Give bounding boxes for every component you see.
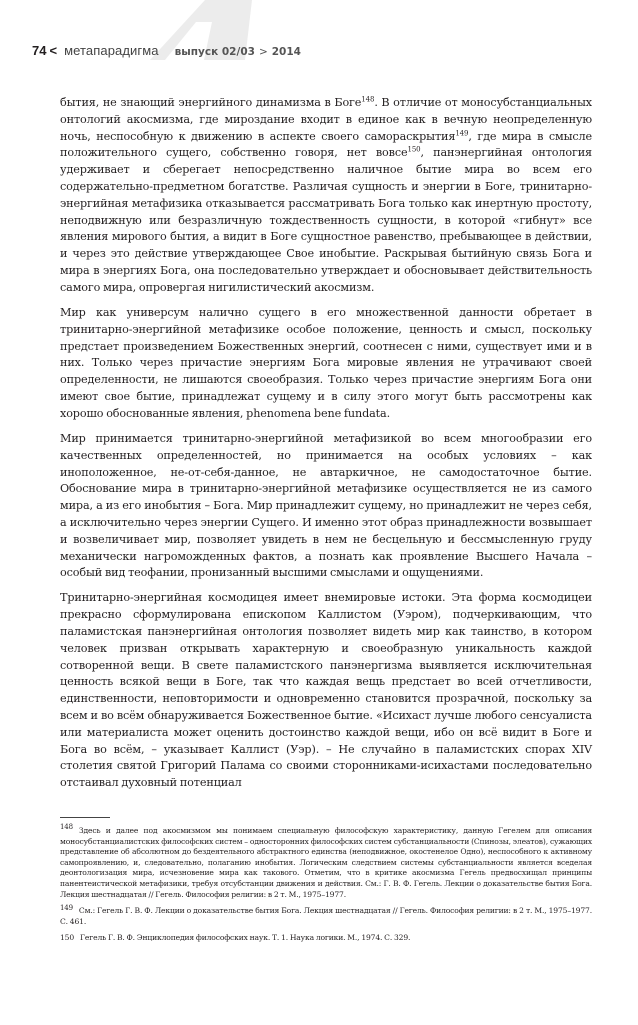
footnote-ref[interactable]: 148 (361, 95, 375, 104)
footnote-ref[interactable]: 149 (455, 128, 469, 137)
footnote-number: 148 (60, 823, 73, 832)
paragraph (60, 590, 592, 792)
issue-label: выпуск 02/03 (174, 46, 255, 58)
magazine-title: метапарадигма (64, 43, 159, 58)
back-arrow-icon: < (49, 43, 58, 58)
paragraph-text: Мир принимается тринитарно-энергийной метафизикой во всем многообразии его качественных определенностей, но принимается на особых условиях – как иноположенное, не-от-себя-данное, не автаркичное, не самодостаточное бытие. Обоснование мира в тринитарно-энергийной метафизике осуществляется не из самого мира, а из его инобытия – Бога. Мир принадлежит сущему, но принадлежит не через себя, а исключительно через энергии Сущего. И именно этот образ принадлежности возвышает и возвеличивает мир, позволяет увидеть в нем не бесцельную и бессмысленную груду механически нагроможденных фактов, а познать как проявление Высшего Начала – особый вид теофании, пронизанный высшими смыслами и ощущениями. (60, 431, 592, 580)
footnote (60, 933, 592, 944)
paragraph-text: . В отличие от моносубстанциальных онтологий акосмизма, где мироздание входит в единое как в вечную неопределенную ночь, неспособную к движению в аспекте своего самораскрытия (60, 96, 592, 143)
footnote-text: Гегель Г. В. Ф. Энциклопедия философских наук. Т. 1. Наука логики. М., 1974. С. 329. (80, 933, 411, 943)
footnote-text: См.: Гегель Г. В. Ф. Лекции о доказательстве бытия Бога. Лекция шестнадцатая // Гегель. Философия религии: в 2 т. М., 1975–1977. С. 461. (60, 906, 592, 926)
page-header (32, 43, 592, 59)
footnote (60, 823, 592, 900)
footnote-divider (60, 817, 110, 818)
footnotes (60, 823, 592, 950)
paragraph-text: бытия, не знающий энергийного динамизма в Боге (60, 96, 362, 109)
page-number: 74 (32, 43, 47, 58)
forward-arrow-icon: > (258, 46, 268, 58)
footnote-number: 149 (60, 903, 73, 912)
paragraph-text: Тринитарно-энергийная космодицея имеет внемировые истоки. Эта форма космодицеи прекрасно сформулирована епископом Каллистом (Уэром), подчеркивающим, что паламистская панэнергийная онтология позволяет видеть мир как таинство, в котором человек призван открывать характерную и своеобразную уникальность каждой сотворенной вещи. В свете паламистского панэнергизма выявляется исключительная ценность всякой вещи в Боге, так что каждая вещь предстает во всей отчетливости, единственности, неповторимости и одновременно становится прозрачной, поскольку за всем и во всём обнаруживается Божественное бытие. «Исихаст лучше любого сенсуалиста или материалиста может оценить достоинство каждой вещи, ибо он всё видит в Боге и Бога во всём, – указывает Каллист (Уэр). – Не случайно в паламистских спорах XIV столетия святой Григорий Палама со своими сторонниками-исихастами последовательно отстаивал духовный потенциал (60, 591, 592, 790)
paragraph (60, 431, 592, 582)
footnote-ref[interactable]: 150 (407, 145, 421, 154)
paragraph-text: Мир как универсум налично сущего в его множественной данности обретает в тринитарно-энергийной метафизике особое положение, ценность и смысл, поскольку предстает произведением Божественных энергий, соотнесен с ними, существует ими и в них. Только через причастие энергиям Бога мировые явления не утрачивают своей определенности, не лишаются своеобразия. Только через причастие энергиям Бога они имеют свое бытие, принадлежат сущему и в силу этого могут быть рассмотрены как хорошо обоснованные явления, phenomena bene fundata. (60, 305, 592, 420)
footnote (60, 903, 592, 927)
footnote-number: 150 (60, 933, 75, 943)
paragraph-text: , панэнергийная онтология удерживает и сберегает непосредственно наличное бытие мира во всем его содержательно-предметном богатстве. Различая сущность и энергии в Боге, тринитарно-энергийная метафизика отказывается рассматривать Бога только как инертную простоту, неподвижную или безразличную тождественность сущности, в которой «гибнут» все явления мирового бытия, а видит в Боге сущностное равенство, пребывающее в действии, и через это действие утверждающее Свое инобытие. Раскрывая бытийную связь Бога и мира в энергиях Бога, она последовательно утверждает и обосновывает действительность самого мира, опровергая нигилистический акосмизм. (60, 146, 592, 294)
footnote-text: Здесь и далее под акосмизмом мы понимаем специальную философскую характеристику, данную Гегелем для описания моносубстанциалистских философских систем – односторонних философских систем субстанциальности (Спинозы, элеатов), сужающих представление об абсолютном до бездеятельного абстрактного единства (неподвижное, окостенелое Одно), неспособного к активному самопроявлению, и, следовательно, полаганию инобытия. Логическим следствием системы субстанциальности является вседелая деонтологизация мира, исчезновение мира как такового. Отметим, что в критике акосмизма Гегель предвосхищал принципы панентеистической метафизики, требуя отсубстанции движения и действия. См.: Г. В. Ф. Гегель. Лекции о доказательстве бытия Бога. Лекция шестнадцатая // Гегель. Философия религии: в 2 т. М., 1975–1977. (60, 826, 592, 899)
article-body (60, 95, 592, 800)
issue-year: 2014 (271, 46, 301, 58)
paragraph-text: , где мира в смысле положительного сущего, собственно говоря, нет вовсе (60, 129, 593, 160)
paragraph (60, 305, 592, 423)
paragraph (60, 95, 592, 297)
